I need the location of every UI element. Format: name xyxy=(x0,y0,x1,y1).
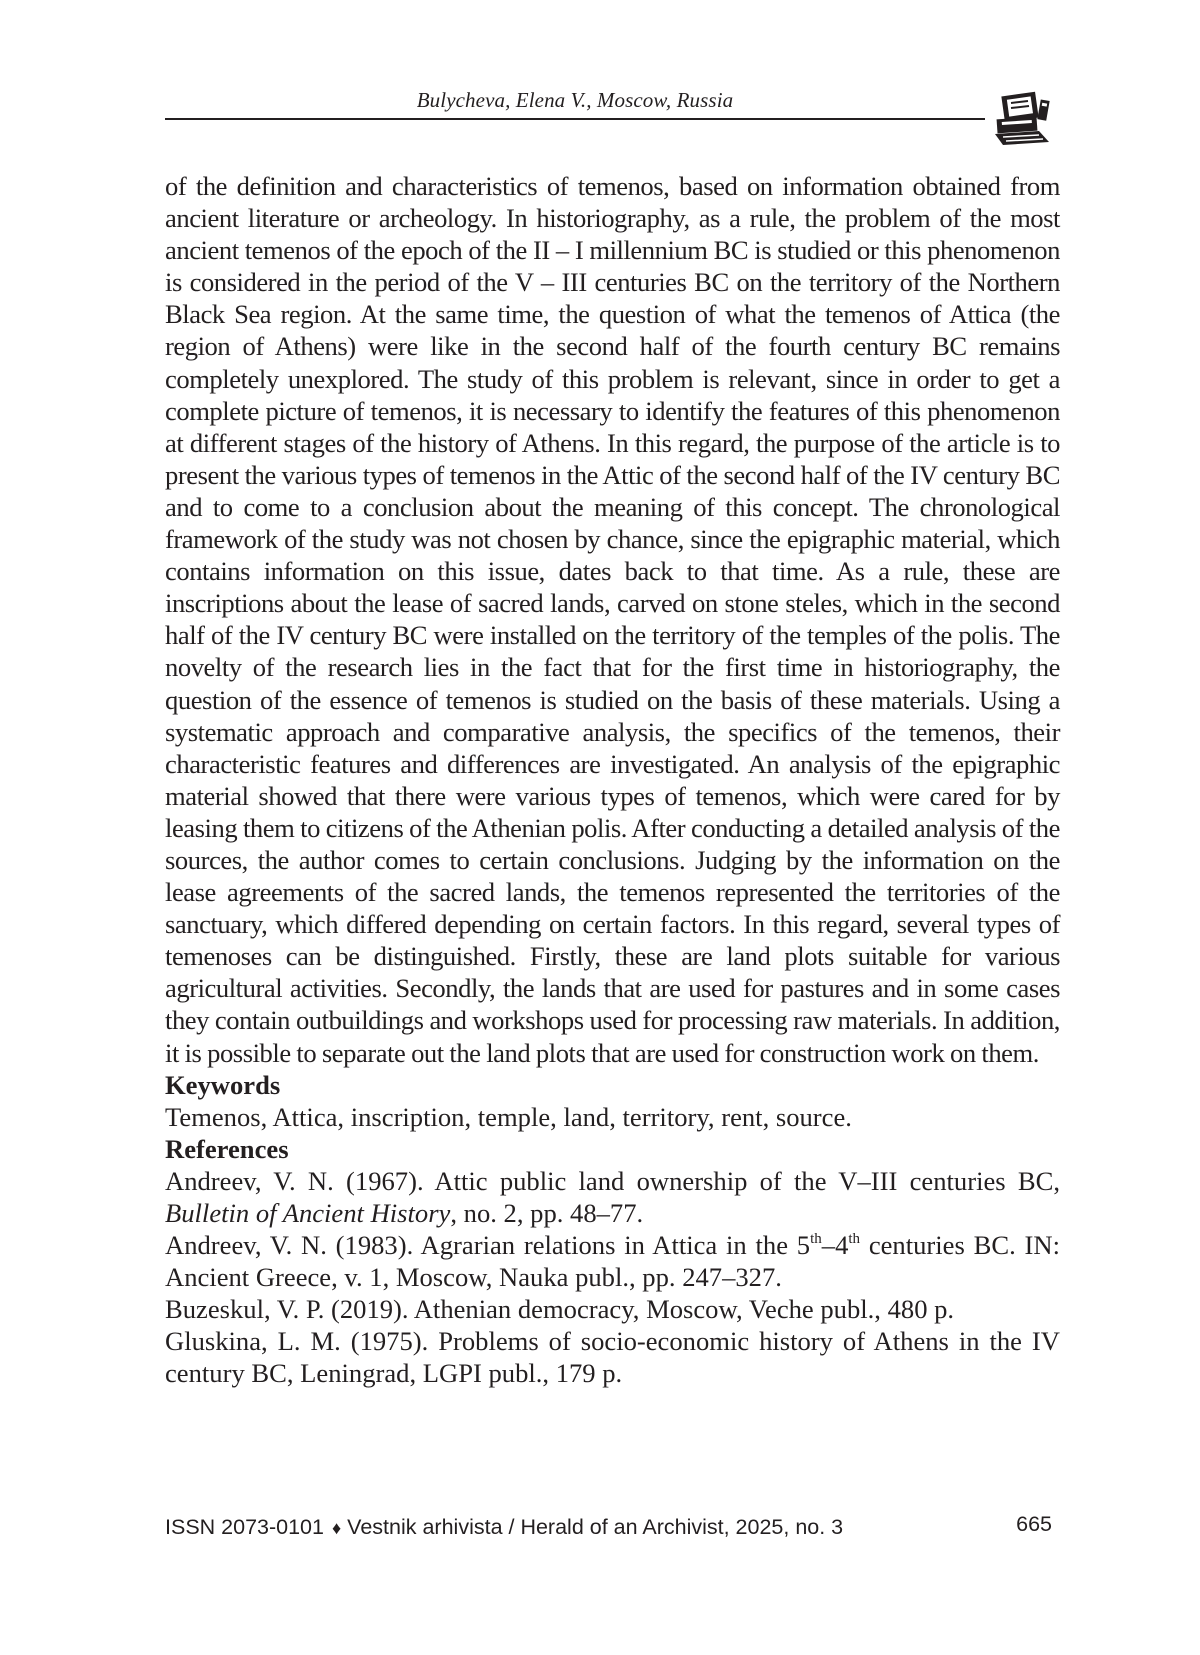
computer-icon xyxy=(993,88,1053,148)
reference-item: Andreev, V. N. (1983). Agrarian relations in Attica in the 5th–4th centuries BC. IN: Ancient Greece, v. 1, Moscow, Nauka publ., pp. 247–327. xyxy=(165,1230,1060,1293)
article-body xyxy=(165,170,1060,1390)
reference-item: Gluskina, L. M. (1975). Problems of socio-economic history of Athens in the IV century BC, Leningrad, LGPI publ., 179 p. xyxy=(165,1326,1060,1389)
reference-item: Andreev, V. N. (1967). Attic public land ownership of the V–III centuries BC, Bulletin of Ancient History, no. 2, pp. 48–77. xyxy=(165,1165,1060,1228)
footer-issn: ISSN 2073-0101 xyxy=(165,1515,324,1539)
reference-journal-title: Bulletin of Ancient History xyxy=(165,1198,451,1228)
reference-item: Buzeskul, V. P. (2019). Athenian democracy, Moscow, Veche publ., 480 p. xyxy=(165,1294,955,1325)
references-list xyxy=(165,1165,1060,1390)
keywords-heading: Keywords xyxy=(165,1069,281,1100)
diamond-icon: ♦ xyxy=(331,1518,342,1538)
page-footer xyxy=(165,1512,1060,1540)
abstract-paragraph: of the definition and characteristics of temenos, based on information obtained from ancient literature or archeology. In historiography, as a rule, the problem of the most ancient temenos of the epoch of the II – I millennium BC is studied or this phenomenon is considered in the period of the V – III centuries BC on the territory of the Northern Black Sea region. At the same time, the question of what the temenos of Attica (the region of Athens) were like in the second half of the fourth century BC remains completely unexplored. The study of this problem is relevant, since in order to get a complete picture of temenos, it is necessary to identify the features of this phenomenon at different stages of the history of Athens. In this regard, the purpose of the article is to present the various types of temenos in the Attic of the second half of the IV century BC and to come to a conclusion about the meaning of this concept. The chronological framework of the study was not chosen by chance, since the epigraphic material, which contains information on this issue, dates back to that time. As a rule, these are inscriptions about the lease of sacred lands, carved on stone steles, which in the second half of the IV century BC were installed on the territory of the temples of the polis. The novelty of the research lies in the fact that for the first time in historiography, the question of the essence of temenos is studied on the basis of these materials. Using a systematic approach and comparative analysis, the specifics of the temenos, their characteristic features and differences are investigated. An analysis of the epigraphic material showed that there were various types of temenos, which were cared for by leasing them to citizens of the Athenian polis. After conducting a detailed analysis of the sources, the author comes to certain conclusions. Judging by the information on the lease agreements of the sacred lands, the temenos represented the territories of the sanctuary, which differed depending on certain factors. In this regard, several types of temenoses can be distinguished. Firstly, these are land plots suitable for various agricultural activities. Secondly, the lands that are used for pastures and in some cases they contain outbuildings and workshops used for processing raw materials. In addition, it is possible to separate out the land plots that are used for construction work on them. xyxy=(165,171,1060,1068)
references-heading: References xyxy=(165,1133,289,1164)
keywords-text: Temenos, Attica, inscription, temple, land, territory, rent, source. xyxy=(165,1101,852,1132)
header-author: Bulycheva, Elena V., Moscow, Russia xyxy=(416,88,734,112)
footer-journal: Vestnik arhivista / Herald of an Archivist, 2025, no. 3 xyxy=(347,1515,844,1539)
running-header xyxy=(165,82,985,120)
page-number: 665 xyxy=(1016,1512,1052,1536)
